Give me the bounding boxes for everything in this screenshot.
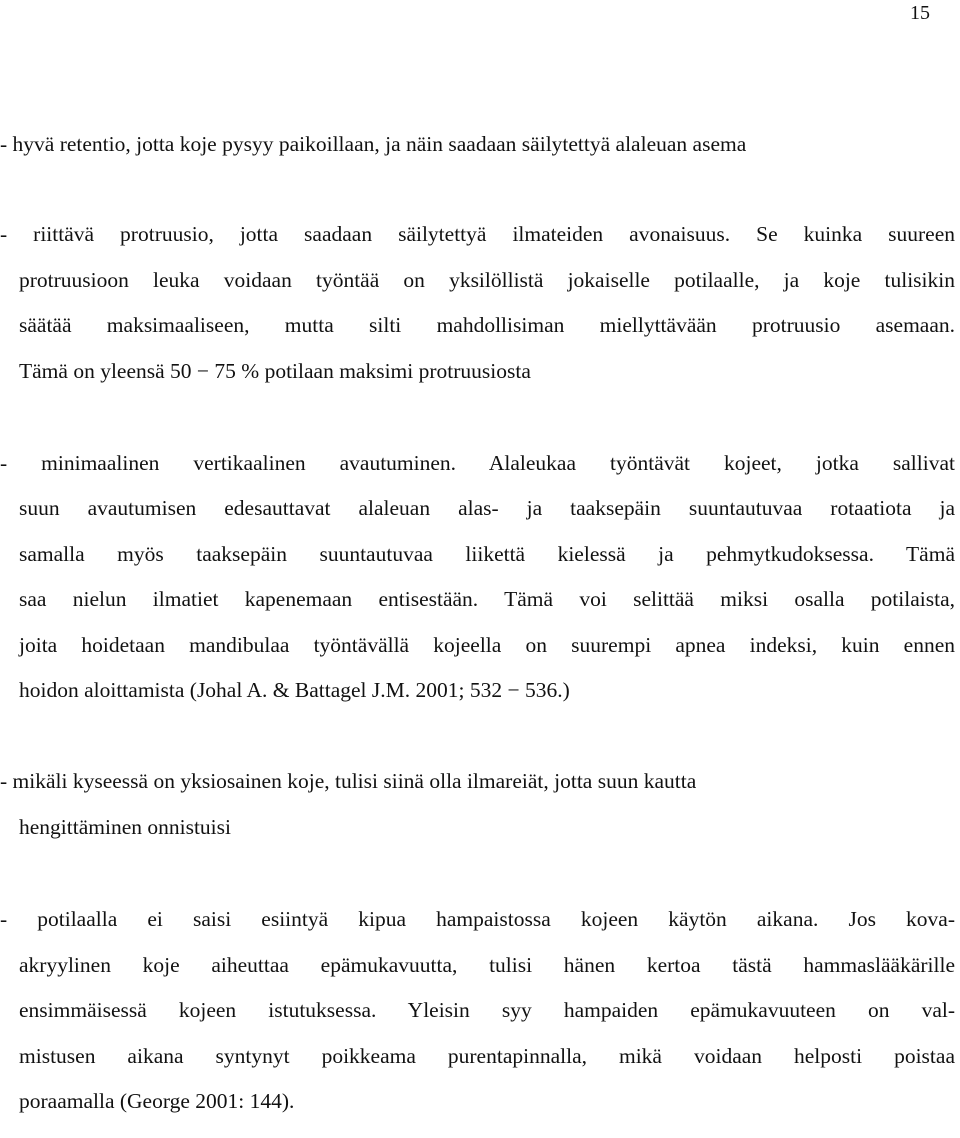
list-item-vertical-opening — [0, 441, 955, 713]
text-line: - hyvä retentio, jotta koje pysyy paikoillaan, ja näin saadaan säilytettyä alaleuan asema — [0, 132, 747, 156]
text-line: hoidon aloittamista (Johal A. & Battagel J.M. 2001; 532 − 536.) — [19, 678, 570, 703]
text-line: samalla myös taaksepäin suuntautuvaa liikettä kielessä ja pehmytkudoksessa. Tämä — [19, 541, 955, 566]
text-line: - riittävä protruusio, jotta saadaan säilytettyä ilmateiden avonaisuus. Se kuinka suureen — [0, 222, 955, 247]
text-line: suun avautumisen edesauttavat alaleuan alas- ja taaksepäin suuntautuvaa rotaatiota ja — [19, 496, 955, 521]
page-number: 15 — [910, 2, 930, 24]
text-line: Tämä on yleensä 50 − 75 % potilaan maksimi protruusiosta — [19, 358, 531, 383]
text-line: ensimmäisessä kojeen istutuksessa. Yleisin syy hampaiden epämukavuuteen on val- — [19, 998, 955, 1023]
text-line: - potilaalla ei saisi esiintyä kipua hampaistossa kojeen käytön aikana. Jos kova- — [0, 907, 955, 932]
list-item-protrusion — [0, 212, 955, 394]
list-item-air-holes — [0, 759, 955, 850]
text-line: akryylinen koje aiheuttaa epämukavuutta, tulisi hänen kertoa tästä hammaslääkärille — [19, 952, 955, 977]
list-item-pain — [0, 897, 955, 1124]
text-line: - minimaalinen vertikaalinen avautuminen. Alaleukaa työntävät kojeet, jotka sallivat — [0, 451, 955, 476]
text-line: protruusioon leuka voidaan työntää on yksilöllistä jokaiselle potilaalle, ja koje tulisikin — [19, 267, 955, 292]
text-line: säätää maksimaaliseen, mutta silti mahdollisiman miellyttävään protruusio asemaan. — [19, 313, 955, 338]
list-item-retention — [0, 122, 955, 167]
text-line: - mikäli kyseessä on yksiosainen koje, tulisi siinä olla ilmareiät, jotta suun kautta — [0, 769, 697, 794]
text-line: poraamalla (George 2001: 144). — [19, 1088, 295, 1113]
text-line: hengittäminen onnistuisi — [19, 814, 231, 839]
document-body — [0, 122, 955, 1124]
text-line: mistusen aikana syntynyt poikkeama purentapinnalla, mikä voidaan helposti poistaa — [19, 1043, 955, 1068]
text-line: saa nielun ilmatiet kapenemaan entisestään. Tämä voi selittää miksi osalla potilaista, — [19, 587, 955, 612]
text-line: joita hoidetaan mandibulaa työntävällä kojeella on suurempi apnea indeksi, kuin ennen — [19, 632, 955, 657]
